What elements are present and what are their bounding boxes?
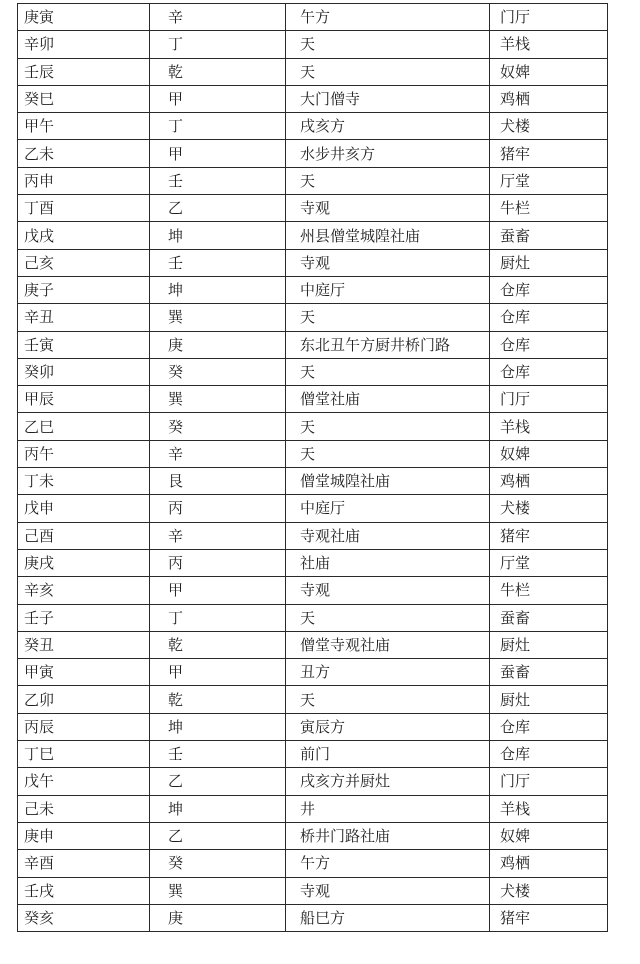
table-row — [18, 631, 608, 658]
table-cell-ganzhi: 甲午 — [18, 113, 150, 140]
table-cell-location: 午方 — [286, 850, 490, 877]
table-row — [18, 304, 608, 331]
table-cell-direction: 甲 — [150, 659, 286, 686]
table-cell-category: 犬楼 — [490, 495, 608, 522]
table-row — [18, 140, 608, 167]
table-cell-ganzhi: 壬辰 — [18, 58, 150, 85]
table-cell-location: 寺观社庙 — [286, 522, 490, 549]
table-row — [18, 4, 608, 31]
table-cell-location: 天 — [286, 358, 490, 385]
table-row — [18, 495, 608, 522]
table-cell-ganzhi: 辛丑 — [18, 304, 150, 331]
table-cell-category: 厅堂 — [490, 549, 608, 576]
table-cell-category: 门厅 — [490, 386, 608, 413]
table-row — [18, 331, 608, 358]
table-row — [18, 741, 608, 768]
table-cell-location: 井 — [286, 795, 490, 822]
table-cell-direction: 乾 — [150, 631, 286, 658]
table-cell-location: 僧堂寺观社庙 — [286, 631, 490, 658]
table-cell-ganzhi: 庚戌 — [18, 549, 150, 576]
table-cell-ganzhi: 戊申 — [18, 495, 150, 522]
table-row — [18, 822, 608, 849]
table-cell-location: 天 — [286, 167, 490, 194]
table-cell-location: 僧堂社庙 — [286, 386, 490, 413]
table-cell-direction: 辛 — [150, 440, 286, 467]
table-cell-location: 天 — [286, 304, 490, 331]
table-cell-ganzhi: 丁未 — [18, 468, 150, 495]
table-cell-direction: 巽 — [150, 386, 286, 413]
table-cell-direction: 丁 — [150, 604, 286, 631]
table-cell-direction: 乾 — [150, 58, 286, 85]
table-cell-direction: 壬 — [150, 249, 286, 276]
table-row — [18, 850, 608, 877]
table-cell-category: 牛栏 — [490, 577, 608, 604]
table-cell-direction: 丙 — [150, 549, 286, 576]
table-cell-ganzhi: 乙未 — [18, 140, 150, 167]
table-cell-category: 厨灶 — [490, 249, 608, 276]
table-cell-direction: 乙 — [150, 195, 286, 222]
table-cell-category: 奴婢 — [490, 822, 608, 849]
table-cell-location: 桥井门路社庙 — [286, 822, 490, 849]
table-cell-location: 丑方 — [286, 659, 490, 686]
table-cell-ganzhi: 辛酉 — [18, 850, 150, 877]
table-cell-category: 犬楼 — [490, 877, 608, 904]
table-cell-direction: 坤 — [150, 795, 286, 822]
table-cell-category: 厨灶 — [490, 686, 608, 713]
table-cell-category: 仓库 — [490, 276, 608, 303]
table-cell-direction: 辛 — [150, 522, 286, 549]
table-row — [18, 713, 608, 740]
table-cell-direction: 辛 — [150, 4, 286, 31]
table-cell-direction: 丙 — [150, 495, 286, 522]
table-cell-location: 前门 — [286, 741, 490, 768]
table-cell-direction: 乙 — [150, 822, 286, 849]
table-cell-ganzhi: 庚申 — [18, 822, 150, 849]
table-cell-category: 仓库 — [490, 741, 608, 768]
table-cell-direction: 巽 — [150, 877, 286, 904]
table-cell-ganzhi: 癸卯 — [18, 358, 150, 385]
table-cell-category: 厨灶 — [490, 631, 608, 658]
table-row — [18, 386, 608, 413]
table-cell-ganzhi: 癸丑 — [18, 631, 150, 658]
table-cell-category: 鸡栖 — [490, 850, 608, 877]
table-cell-direction: 乙 — [150, 768, 286, 795]
table-cell-location: 僧堂城隍社庙 — [286, 468, 490, 495]
table-cell-ganzhi: 己酉 — [18, 522, 150, 549]
table-cell-location: 寺观 — [286, 577, 490, 604]
table-cell-category: 蚕畜 — [490, 222, 608, 249]
table-cell-ganzhi: 癸亥 — [18, 904, 150, 931]
table-cell-location: 戌亥方 — [286, 113, 490, 140]
table-row — [18, 549, 608, 576]
table-cell-direction: 甲 — [150, 577, 286, 604]
table-cell-location: 天 — [286, 31, 490, 58]
table-cell-direction: 丁 — [150, 113, 286, 140]
table-cell-direction: 艮 — [150, 468, 286, 495]
table-cell-category: 羊栈 — [490, 795, 608, 822]
table-cell-category: 仓库 — [490, 713, 608, 740]
table-cell-location: 东北丑午方厨井桥门路 — [286, 331, 490, 358]
table-cell-ganzhi: 己未 — [18, 795, 150, 822]
table-cell-ganzhi: 庚寅 — [18, 4, 150, 31]
table-cell-direction: 丁 — [150, 31, 286, 58]
table-row — [18, 276, 608, 303]
table-cell-location: 天 — [286, 58, 490, 85]
table-cell-ganzhi: 甲寅 — [18, 659, 150, 686]
table-row — [18, 31, 608, 58]
table-cell-ganzhi: 戊戌 — [18, 222, 150, 249]
table-row — [18, 904, 608, 931]
table-row — [18, 85, 608, 112]
table-cell-direction: 壬 — [150, 741, 286, 768]
table-cell-ganzhi: 戊午 — [18, 768, 150, 795]
table-row — [18, 877, 608, 904]
table-cell-location: 大门僧寺 — [286, 85, 490, 112]
table-cell-direction: 乾 — [150, 686, 286, 713]
table-row — [18, 768, 608, 795]
table-cell-direction: 甲 — [150, 85, 286, 112]
table-row — [18, 167, 608, 194]
table-cell-direction: 癸 — [150, 358, 286, 385]
table-cell-ganzhi: 乙卯 — [18, 686, 150, 713]
table-cell-direction: 癸 — [150, 413, 286, 440]
table-row — [18, 358, 608, 385]
table-cell-ganzhi: 乙巳 — [18, 413, 150, 440]
table-cell-ganzhi: 壬戌 — [18, 877, 150, 904]
table-cell-location: 社庙 — [286, 549, 490, 576]
table-cell-ganzhi: 壬寅 — [18, 331, 150, 358]
table-row — [18, 58, 608, 85]
table-cell-ganzhi: 丁巳 — [18, 741, 150, 768]
table-cell-location: 寺观 — [286, 195, 490, 222]
table-cell-location: 寅辰方 — [286, 713, 490, 740]
table-row — [18, 222, 608, 249]
table-cell-direction: 庚 — [150, 904, 286, 931]
table-row — [18, 659, 608, 686]
table-body — [18, 4, 608, 932]
table-cell-direction: 庚 — [150, 331, 286, 358]
table-cell-category: 犬楼 — [490, 113, 608, 140]
table-row — [18, 468, 608, 495]
table-cell-category: 门厅 — [490, 768, 608, 795]
table-row — [18, 522, 608, 549]
table-row — [18, 440, 608, 467]
table-row — [18, 195, 608, 222]
table-cell-ganzhi: 甲辰 — [18, 386, 150, 413]
table-row — [18, 795, 608, 822]
table-cell-category: 牛栏 — [490, 195, 608, 222]
table-cell-ganzhi: 癸巳 — [18, 85, 150, 112]
table-row — [18, 577, 608, 604]
table-cell-location: 天 — [286, 604, 490, 631]
data-table — [17, 3, 608, 932]
table-cell-ganzhi: 己亥 — [18, 249, 150, 276]
table-cell-location: 州县僧堂城隍社庙 — [286, 222, 490, 249]
table-cell-location: 船巳方 — [286, 904, 490, 931]
table-cell-ganzhi: 丙辰 — [18, 713, 150, 740]
table-cell-ganzhi: 丙申 — [18, 167, 150, 194]
table-cell-location: 天 — [286, 413, 490, 440]
table-cell-direction: 癸 — [150, 850, 286, 877]
table-cell-category: 蚕畜 — [490, 659, 608, 686]
table-cell-ganzhi: 庚子 — [18, 276, 150, 303]
table-cell-category: 羊栈 — [490, 413, 608, 440]
table-cell-ganzhi: 壬子 — [18, 604, 150, 631]
table-cell-category: 猪牢 — [490, 140, 608, 167]
table-cell-ganzhi: 丙午 — [18, 440, 150, 467]
table-cell-location: 午方 — [286, 4, 490, 31]
table-cell-category: 奴婢 — [490, 58, 608, 85]
table-row — [18, 249, 608, 276]
table-cell-direction: 坤 — [150, 222, 286, 249]
table-cell-location: 中庭厅 — [286, 276, 490, 303]
table-cell-location: 寺观 — [286, 249, 490, 276]
table-cell-category: 仓库 — [490, 304, 608, 331]
table-cell-category: 猪牢 — [490, 904, 608, 931]
data-table-container — [17, 3, 607, 932]
table-cell-category: 仓库 — [490, 358, 608, 385]
table-cell-location: 戌亥方并厨灶 — [286, 768, 490, 795]
table-row — [18, 413, 608, 440]
table-cell-direction: 坤 — [150, 276, 286, 303]
table-cell-direction: 甲 — [150, 140, 286, 167]
table-cell-category: 鸡栖 — [490, 85, 608, 112]
table-cell-direction: 坤 — [150, 713, 286, 740]
table-row — [18, 113, 608, 140]
table-cell-location: 天 — [286, 686, 490, 713]
table-cell-location: 中庭厅 — [286, 495, 490, 522]
table-cell-direction: 巽 — [150, 304, 286, 331]
table-cell-category: 羊栈 — [490, 31, 608, 58]
table-cell-category: 门厅 — [490, 4, 608, 31]
table-cell-ganzhi: 辛卯 — [18, 31, 150, 58]
table-cell-category: 蚕畜 — [490, 604, 608, 631]
table-cell-category: 仓库 — [490, 331, 608, 358]
table-cell-direction: 壬 — [150, 167, 286, 194]
table-cell-category: 鸡栖 — [490, 468, 608, 495]
table-cell-category: 奴婢 — [490, 440, 608, 467]
table-cell-category: 厅堂 — [490, 167, 608, 194]
table-cell-location: 水步井亥方 — [286, 140, 490, 167]
table-cell-category: 猪牢 — [490, 522, 608, 549]
table-row — [18, 686, 608, 713]
table-row — [18, 604, 608, 631]
table-cell-location: 天 — [286, 440, 490, 467]
table-cell-location: 寺观 — [286, 877, 490, 904]
table-cell-ganzhi: 辛亥 — [18, 577, 150, 604]
table-cell-ganzhi: 丁酉 — [18, 195, 150, 222]
